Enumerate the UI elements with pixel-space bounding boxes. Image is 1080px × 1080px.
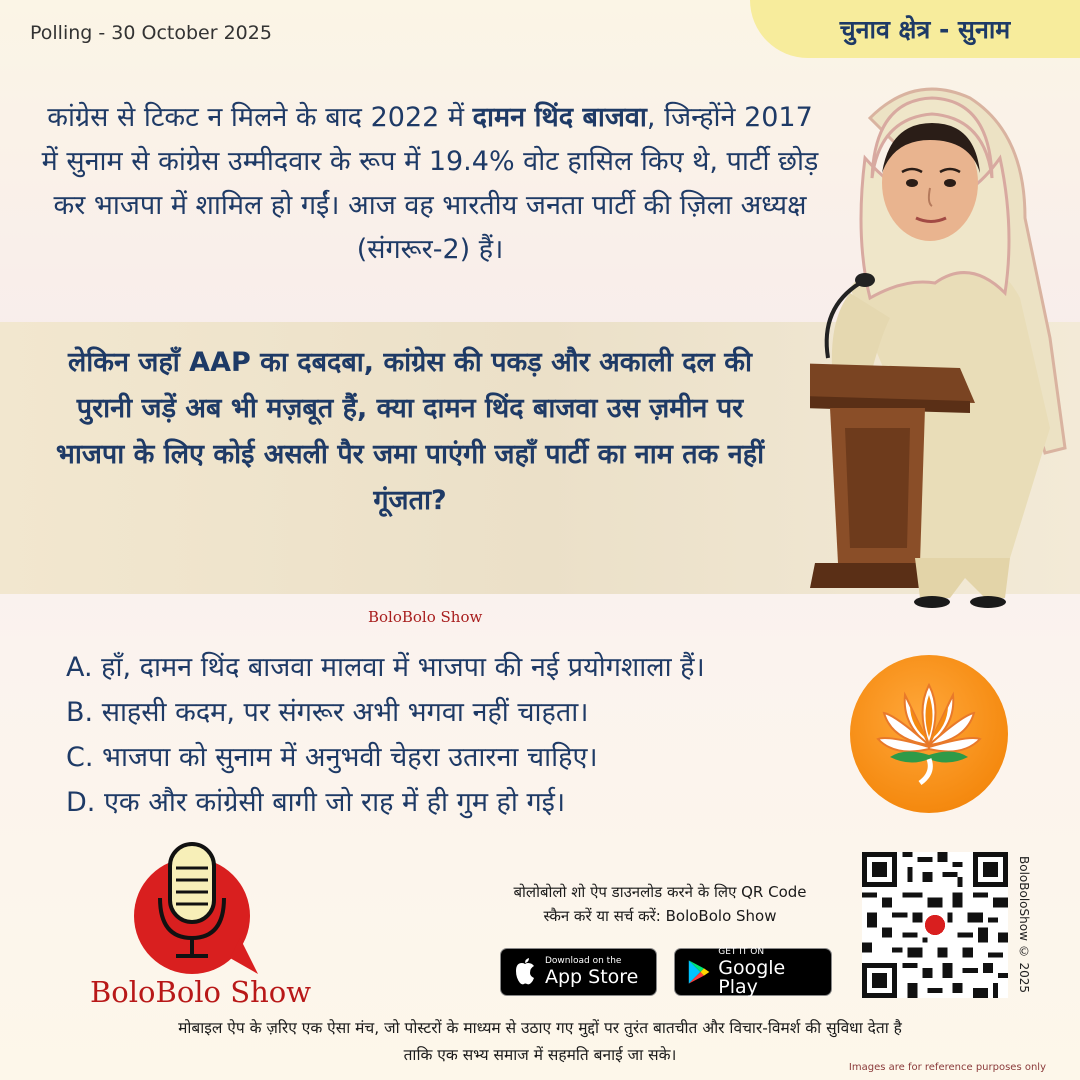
disclaimer: Images are for reference purposes only: [848, 1062, 1046, 1073]
option-a[interactable]: A. हाँ, दामन थिंद बाजवा मालवा में भाजपा की नई प्रयोगशाला हैं।: [66, 652, 705, 683]
microphone-speech-bubble-icon: [80, 838, 330, 978]
google-play-button[interactable]: [674, 948, 832, 996]
option-c[interactable]: C. भाजपा को सुनाम में अनुभवी चेहरा उतारना चाहिए।: [66, 742, 598, 773]
polling-date: Polling - 30 October 2025: [30, 22, 272, 44]
footer-line2: ताकि एक सभ्य समाज में सहमति बनाई जा सके।: [403, 1046, 677, 1064]
qr-instruction: [470, 880, 850, 928]
google-play-icon: [687, 958, 710, 986]
option-b[interactable]: B. साहसी कदम, पर संगरूर अभी भगवा नहीं चाहता।: [66, 697, 589, 728]
footer-description: [20, 1015, 1060, 1069]
intro-paragraph: [40, 96, 820, 272]
intro-text-after: , जिन्होंने 2017 में सुनाम से कांग्रेस उम्मीदवार के रूप में 19.4% वोट हासिल किए थे, पार्टी छोड़ कर भाजपा में शामिल हो गईं। आज वह भारतीय जनता पार्टी की ज़िला अध्यक्ष (संगरूर-2) हैं।: [41, 102, 819, 265]
qr-instruction-line1: बोलोबोलो शो ऐप डाउनलोड करने के लिए QR Code: [513, 883, 807, 901]
google-play-label: Google Play: [718, 956, 786, 998]
copyright-text: BoloBoloShow © 2025: [1017, 856, 1031, 994]
constituency-badge: [750, 0, 1080, 58]
watermark: BoloBolo Show: [368, 608, 483, 626]
footer-line1: मोबाइल ऐप के ज़रिए एक ऐसा मंच, जो पोस्टरों के माध्यम से उठाए गए मुद्दों पर तुरंत बातचीत और विचार-विमर्श की सुविधा देता है: [178, 1019, 902, 1037]
poll-options: [66, 645, 705, 825]
app-store-button[interactable]: [500, 948, 657, 996]
qr-code[interactable]: [862, 852, 1008, 998]
constituency-label: चुनाव क्षेत्र - सुनाम: [839, 15, 1011, 44]
app-store-small-text: Download on the: [545, 956, 622, 966]
poll-question: लेकिन जहाँ AAP का दबदबा, कांग्रेस की पकड़ और अकाली दल की पुरानी जड़ें अब भी मज़बूत हैं, क्या दामन थिंद बाजवा उस ज़मीन पर भाजपा के लिए कोई असली पैर जमा पाएंगी जहाँ पार्टी का नाम तक नहीं गूंजता?: [55, 347, 765, 516]
google-play-small-text: GET IT ON: [718, 946, 765, 957]
brand-name: BoloBolo Show: [90, 975, 312, 1009]
app-store-label: App Store: [545, 966, 639, 988]
bjp-lotus-logo: [850, 655, 1008, 813]
apple-icon: [513, 958, 537, 986]
lotus-icon: [850, 655, 1008, 813]
qr-instruction-line2: स्कैन करें या सर्च करें: BoloBolo Show: [543, 907, 777, 925]
politician-name: दामन थिंद बाजवा: [472, 102, 647, 133]
politician-illustration: [810, 78, 1070, 623]
option-d[interactable]: D. एक और कांग्रेसी बागी जो राह में ही गुम हो गई।: [66, 787, 566, 818]
intro-text-before: कांग्रेस से टिकट न मिलने के बाद 2022 में: [47, 102, 473, 133]
